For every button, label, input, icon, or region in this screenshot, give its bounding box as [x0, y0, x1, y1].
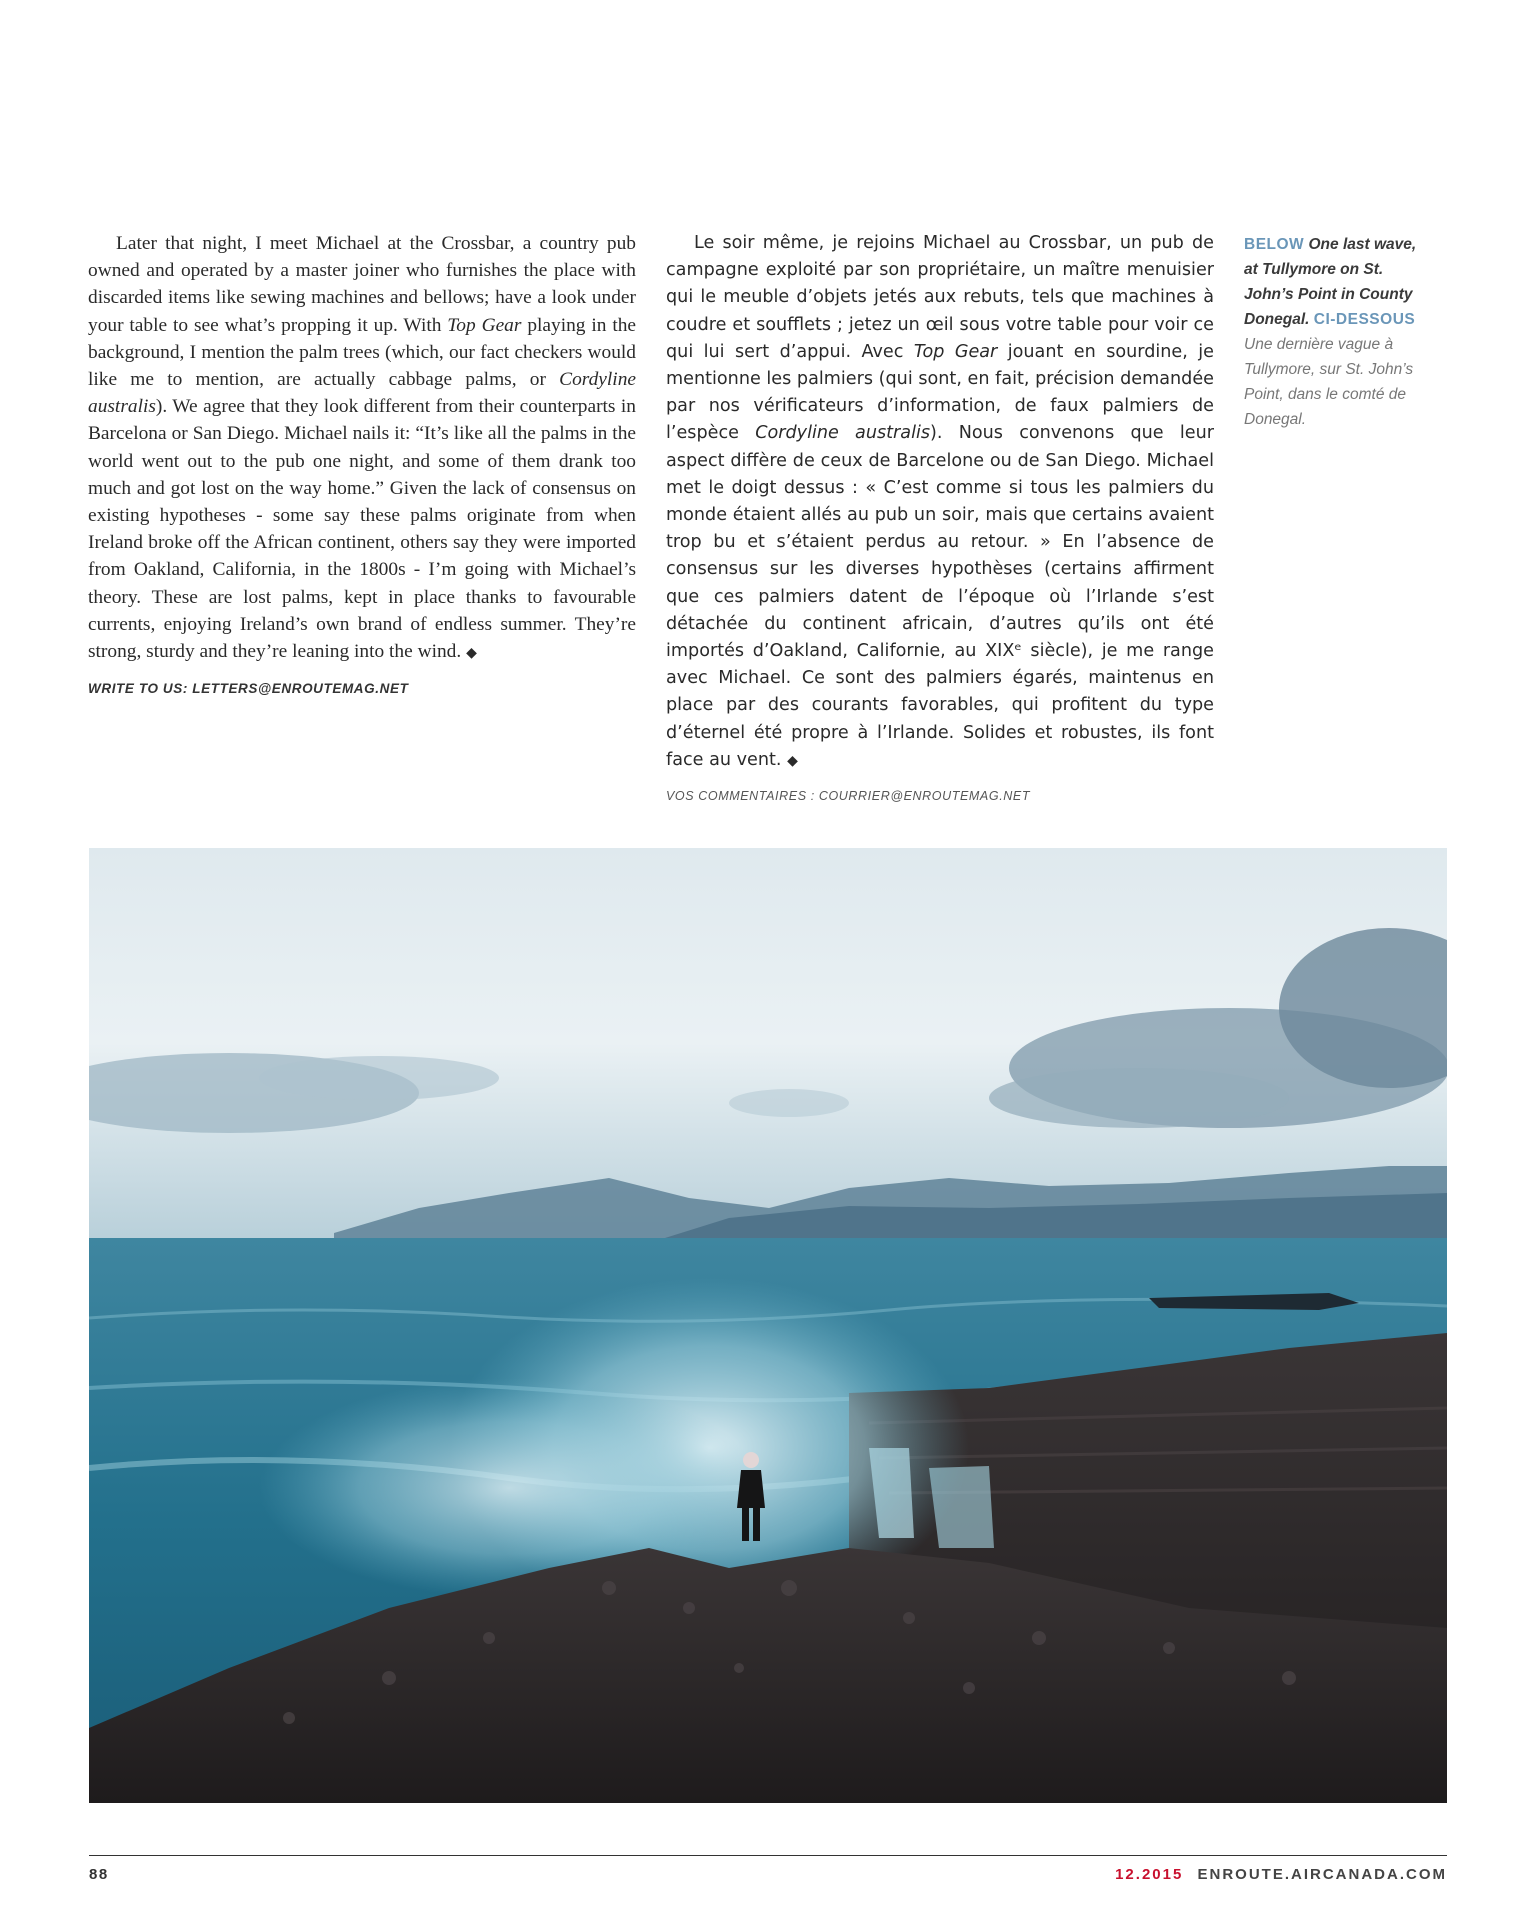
- issue-date: 12.2015: [1115, 1866, 1184, 1883]
- caption-text-en: One last wave, at Tullymore on St. John’s Point in County Donegal.: [1244, 236, 1417, 328]
- letters-signoff: WRITE TO US: LETTERS@ENROUTEMAG.NET: [88, 681, 409, 697]
- article-column-english: [88, 230, 636, 702]
- caption-label-en: BELOW: [1244, 236, 1305, 253]
- article-paragraph: [666, 230, 1214, 775]
- show-title: Top Gear: [447, 314, 522, 336]
- species-name: Cordyline australis: [755, 423, 931, 444]
- species-name: Cordyline australis: [88, 369, 636, 418]
- text-run: ). We agree that they look different from their counterparts in Barcelona or San Diego. Michael nails it: “It’s like all the palms in the world went out to the pub one night, and some of them drank too much and got lost on the way home.” Given the lack of consensus on existing hypotheses - some say these palms originate from when Ireland broke off the African continent, others say they were imported from Oakland, California, in the 1800s - I’m going with Michael’s theory. These are lost palms, kept in place thanks to favourable currents, enjoying Ireland’s own brand of endless summer. They’re strong, sturdy and they’re leaning into the wind.: [88, 396, 636, 663]
- page-number: 88: [89, 1866, 109, 1883]
- end-mark-icon: ◆: [787, 752, 798, 769]
- photo-caption: [1244, 232, 1434, 432]
- text-run: jouant en sourdine, je mentionne les palmiers (qui sont, en fait, précision demandée par nos vérificateurs d’information, de faux palmiers de l’espèce: [666, 341, 1214, 444]
- coastal-photo-illustration: [89, 848, 1447, 1803]
- text-run: playing in the background, I mention the palm trees (which, our fact checkers would like me to mention, are actually cabbage palms, or: [88, 314, 637, 391]
- footer-publication: [1115, 1866, 1447, 1883]
- show-title: Top Gear: [913, 341, 998, 362]
- article-column-french: [666, 230, 1214, 810]
- footer-rule: [89, 1855, 1447, 1856]
- letters-signoff: VOS COMMENTAIRES : COURRIER@ENROUTEMAG.NET: [666, 789, 1031, 804]
- coastal-photo: [89, 848, 1447, 1803]
- caption-label-fr: CI-DESSOUS: [1313, 311, 1416, 328]
- text-run: siècle), je me range avec Michael. Ce sont des palmiers égarés, maintenus en place par des courants favorables, qui profitent du type d’éternel été propre à l’Irlande. Solides et robustes, ils font face au vent.: [666, 641, 1214, 770]
- caption-text-fr: Une dernière vague à Tullymore, sur St. John’s Point, dans le comté de Donegal.: [1244, 336, 1414, 428]
- century-numeral: XIXᵉ: [985, 641, 1022, 662]
- end-mark-icon: ◆: [466, 646, 477, 662]
- text-run: Later that night, I meet Michael at the Crossbar, a country pub owned and operated by a master joiner who furnishes the place with discarded items like sewing machines and bellows; have a look under your table to see what’s propping it up. With: [88, 233, 636, 336]
- article-paragraph: [88, 230, 636, 667]
- text-run: Le soir même, je rejoins Michael au Crossbar, un pub de campagne exploité par son propriétaire, un maître menuisier qui le meuble d’objets jetés aux rebuts, tels que machines à coudre et soufflets ; jetez un œil sous votre table pour voir ce qui lui sert d’appui. Avec: [666, 233, 1214, 362]
- text-run: ). Nous convenons que leur aspect diffère de ceux de Barcelone ou de San Diego. Michael met le doigt dessus : « C’est comme si tous les palmiers du monde étaient allés au pub un soir, mais que certains avaient trop bu et s’étaient perdus au retour. » En l’absence de consensus sur les diverses hypothèses (certains affirment que ces palmiers datent de l’époque où l’Irlande s’est détachée du continent africain, d’autres qu’ils ont été importés d’Oakland, Californie, au: [666, 423, 1214, 662]
- site-link[interactable]: ENROUTE.AIRCANADA.COM: [1197, 1866, 1447, 1883]
